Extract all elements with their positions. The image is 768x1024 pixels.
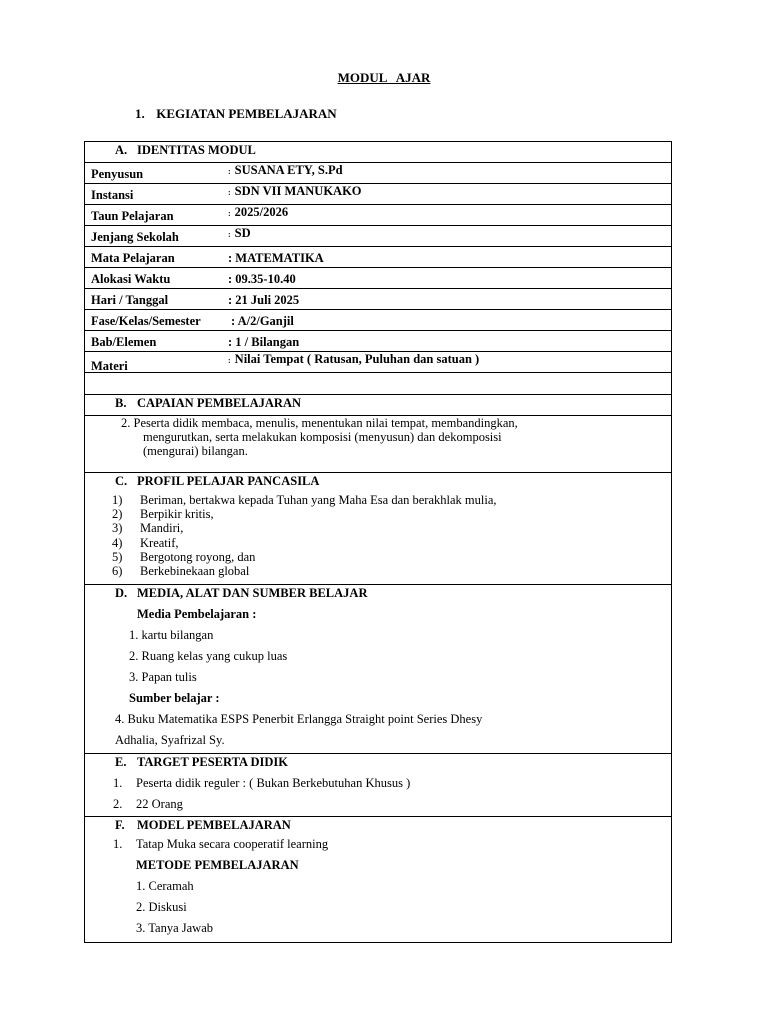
identity-label: Bab/Elemen [91, 335, 157, 349]
capaian-letter: B. [115, 396, 127, 410]
identity-label: Materi [91, 359, 128, 373]
profil-list [85, 493, 671, 578]
media-heading: MEDIA, ALAT DAN SUMBER BELAJAR [137, 586, 368, 600]
profil-letter: C. [115, 474, 128, 488]
identity-value: : Nilai Tempat ( Ratusan, Puluhan dan satuan ) [228, 352, 480, 366]
sumber-line: 4. Buku Matematika ESPS Penerbit Erlangga Straight point Series Dhesy [115, 712, 483, 726]
identity-label: Instansi [91, 188, 134, 202]
capaian-heading: CAPAIAN PEMBELAJARAN [137, 396, 302, 410]
metode-title: METODE PEMBELAJARAN [136, 858, 299, 872]
profil-header [85, 473, 671, 495]
blank-row [85, 373, 671, 395]
identity-row-materi [85, 352, 671, 373]
profil-heading: PROFIL PELAJAR PANCASILA [137, 474, 320, 488]
identity-row-alokasi [85, 268, 671, 289]
identity-value: : 1 / Bilangan [228, 335, 300, 349]
media-item: 2. Ruang kelas yang cukup luas [129, 649, 288, 663]
identity-value: : 21 Juli 2025 [228, 293, 300, 307]
identity-value: : 2025/2026 [228, 205, 289, 219]
target-item: 2. 22 Orang [113, 797, 183, 811]
module-table [84, 141, 672, 943]
identity-label: Jenjang Sekolah [91, 230, 179, 244]
identity-value: : A/2/Ganjil [231, 314, 294, 328]
list-item: 6) Berkebinekaan global [112, 564, 250, 579]
media-item: 3. Papan tulis [129, 670, 197, 684]
list-item: 3) Mandiri, [112, 521, 184, 536]
capaian-line: mengurutkan, serta melakukan komposisi (menyusun) dan dekomposisi [143, 430, 502, 444]
identity-row-tahun [85, 205, 671, 226]
identity-row-instansi [85, 184, 671, 205]
model-heading: MODEL PEMBELAJARAN [137, 818, 291, 832]
target-header [85, 754, 671, 776]
model-item: 1. Tatap Muka secara cooperatif learning [113, 837, 329, 851]
target-letter: E. [115, 755, 127, 769]
identity-label: Fase/Kelas/Semester [91, 314, 201, 328]
identitas-heading: IDENTITAS MODUL [137, 143, 256, 157]
identity-value: : 09.35-10.40 [228, 272, 296, 286]
identity-row-bab [85, 331, 671, 352]
model-letter: F. [115, 818, 125, 832]
section-heading [135, 106, 337, 122]
target-section [85, 754, 671, 817]
identitas-letter: A. [115, 143, 128, 157]
identity-row-tanggal [85, 289, 671, 310]
identity-value: : SUSANA ETY, S.Pd [228, 163, 343, 177]
identity-label: Mata Pelajaran [91, 251, 175, 265]
profil-section [85, 473, 671, 585]
identity-value: : MATEMATIKA [228, 251, 324, 265]
capaian-line: 2. Peserta didik membaca, menulis, menentukan nilai tempat, membandingkan, [121, 416, 518, 430]
media-header [85, 585, 671, 607]
section-number: 1. [135, 106, 145, 121]
identity-value: : SD [228, 226, 251, 240]
list-item: 1) Beriman, bertakwa kepada Tuhan yang Maha Esa dan berakhlak mulia, [112, 493, 497, 507]
identity-label: Penyusun [91, 167, 144, 181]
sumber-title: Sumber belajar : [129, 691, 220, 705]
media-title: Media Pembelajaran : [137, 607, 257, 621]
identity-row-mapel [85, 247, 671, 268]
list-item: 4) Kreatif, [112, 535, 179, 550]
capaian-body [85, 416, 671, 473]
identity-row-fase [85, 310, 671, 331]
media-letter: D. [115, 586, 128, 600]
model-header [85, 817, 671, 839]
target-item: 1. Peserta didik reguler : ( Bukan Berkebutuhan Khusus ) [113, 776, 411, 790]
identity-row-jenjang [85, 226, 671, 247]
metode-item: 1. Ceramah [136, 879, 194, 893]
identity-label: Taun Pelajaran [91, 209, 174, 223]
identity-value: : SDN VII MANUKAKO [228, 184, 362, 198]
media-item: 1. kartu bilangan [129, 628, 214, 642]
section-label: KEGIATAN PEMBELAJARAN [156, 106, 337, 121]
list-item: 2) Berpikir kritis, [112, 507, 214, 522]
model-section [85, 817, 671, 943]
media-section [85, 585, 671, 754]
list-item: 5) Bergotong royong, dan [112, 549, 256, 564]
metode-item: 2. Diskusi [136, 900, 187, 914]
identity-row-penyusun [85, 163, 671, 184]
document-title: MODUL AJAR [337, 70, 431, 85]
identitas-header [85, 142, 671, 163]
capaian-line: (mengurai) bilangan. [143, 444, 248, 458]
sumber-line: Adhalia, Syafrizal Sy. [115, 733, 225, 747]
identity-label: Alokasi Waktu [91, 272, 171, 286]
target-heading: TARGET PESERTA DIDIK [137, 755, 288, 769]
identity-label: Hari / Tanggal [91, 293, 169, 307]
capaian-header [85, 395, 671, 416]
metode-item: 3. Tanya Jawab [136, 921, 213, 935]
